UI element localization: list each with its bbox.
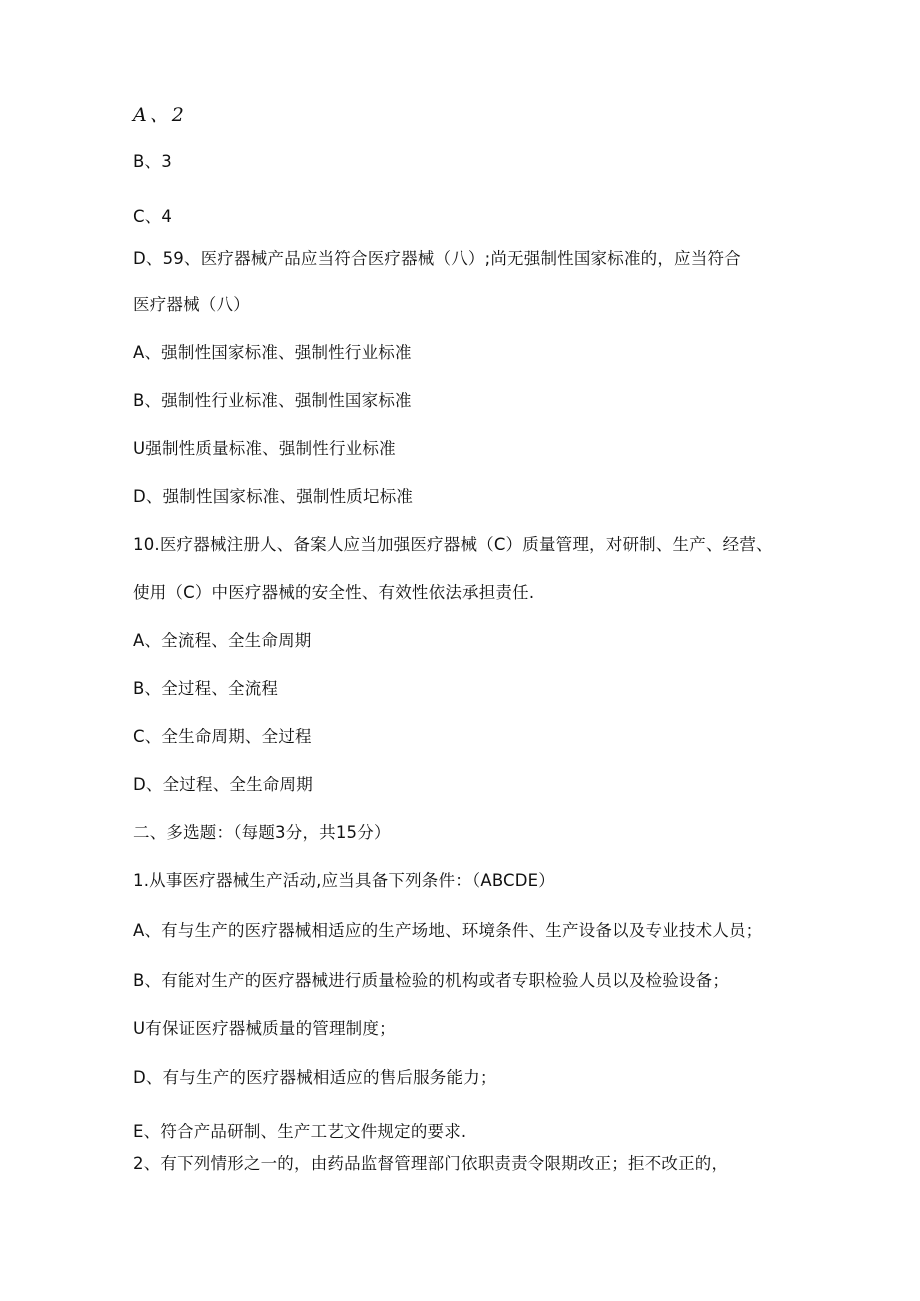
question-10-line-1: 10.医疗器械注册人、备案人应当加强医疗器械（C）质量管理，对研制、生产、经营、 [133,535,773,554]
mc-question-2: 2、有下列情形之一的，由药品监督管理部门依职责责令限期改正；拒不改正的， [133,1154,729,1173]
mc-question-1-option-d: D、有与生产的医疗器械相适应的售后服务能力； [133,1068,497,1087]
option-c-4: C、4 [133,207,173,226]
mc-question-1-option-b: B、有能对生产的医疗器械进行质量检验的机构或者专职检验人员以及检验设备； [133,971,730,990]
question-9-option-a: A、强制性国家标准、强制性行业标准 [133,343,412,362]
mc-question-1-option-c: U有保证医疗器械质量的管理制度； [133,1019,396,1038]
question-10-line-2: 使用（C）中医疗器械的安全性、有效性依法承担责任. [133,583,535,602]
question-9-option-c: U强制性质量标准、强制性行业标准 [133,439,396,458]
mc-question-1-option-a: A、有与生产的医疗器械相适应的生产场地、环境条件、生产设备以及专业技术人员； [133,921,763,940]
question-9-option-b: B、强制性行业标准、强制性国家标准 [133,391,412,410]
mc-question-1: 1.从事医疗器械生产活动,应当具备下列条件：（ABCDE） [133,871,556,890]
question-9-line-1: D、59、医疗器械产品应当符合医疗器械（八）;尚无强制性国家标准的，应当符合 [133,249,741,268]
question-10-option-b: B、全过程、全流程 [133,679,279,698]
question-9-line-2: 医疗器械（八） [133,295,250,314]
question-10-option-c: C、全生命周期、全过程 [133,727,312,746]
question-10-option-a: A、全流程、全生命周期 [133,631,312,650]
question-9-option-d: D、强制性国家标准、强制性质圮标准 [133,487,414,506]
section-heading-multiple-choice: 二、多选题：（每题3分，共15分） [133,823,391,842]
question-10-option-d: D、全过程、全生命周期 [133,775,313,794]
option-a-2: A、2 [133,104,187,126]
option-b-3: B、3 [133,152,172,171]
mc-question-1-option-e: E、符合产品研制、生产工艺文件规定的要求. [133,1122,467,1141]
